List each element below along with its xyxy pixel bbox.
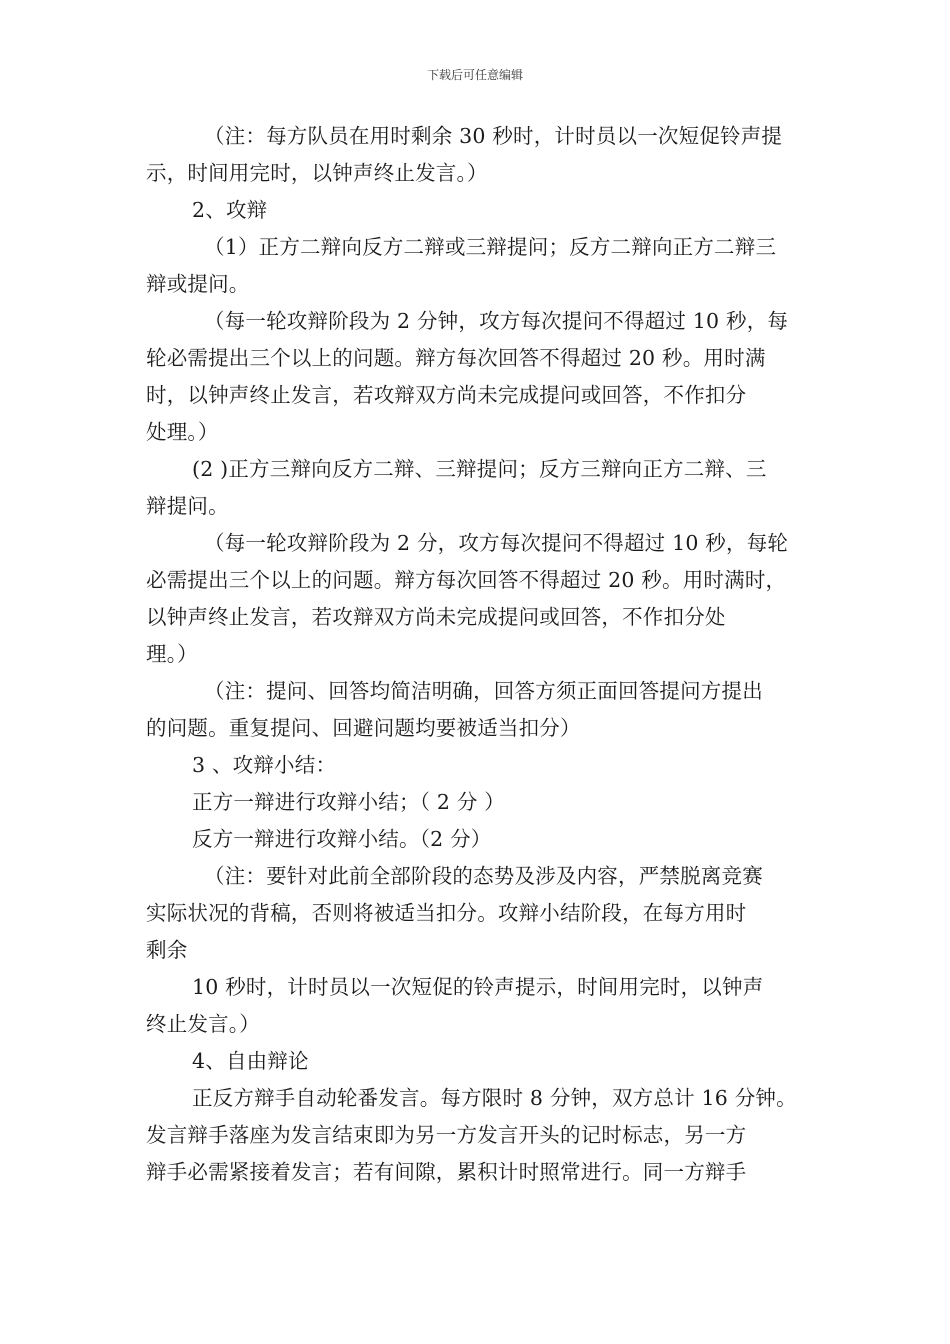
- text-line: 剩余: [146, 938, 188, 962]
- text-line: 时，以钟声终止发言，若攻辩双方尚未完成提问或回答，不作扣分: [146, 383, 747, 407]
- text-line: 正方一辩进行攻辩小结；（ 2 分 ）: [192, 790, 505, 814]
- text-line: 正反方辩手自动轮番发言。每方限时 8 分钟，双方总计 16 分钟。: [192, 1086, 797, 1110]
- text-line: 的问题。重复提问、回避问题均要被适当扣分）: [146, 716, 581, 740]
- text-line: 辩提问。: [146, 494, 229, 518]
- text-line: 示，时间用完时，以钟声终止发言。）: [146, 161, 488, 185]
- text-line: （每一轮攻辩阶段为 2 分，攻方每次提问不得超过 10 秒，每轮: [204, 531, 789, 555]
- text-line: (2 )正方三辩向反方二辩、三辩提问；反方三辩向正方二辩、三: [192, 457, 767, 481]
- text-line: 实际状况的背稿，否则将被适当扣分。攻辩小结阶段，在每方用时: [146, 901, 747, 925]
- document-body: [146, 118, 811, 1191]
- text-line: 3 、攻辩小结：: [192, 753, 337, 777]
- text-line: （每一轮攻辩阶段为 2 分钟，攻方每次提问不得超过 10 秒，每: [204, 309, 789, 333]
- text-line: （注：要针对此前全部阶段的态势及涉及内容，严禁脱离竞赛: [204, 864, 763, 888]
- page-header: 下载后可任意编辑: [426, 68, 523, 82]
- text-line: （注：每方队员在用时剩余 30 秒时，计时员以一次短促铃声提: [204, 124, 783, 148]
- text-line: （注：提问、回答均简洁明确，回答方须正面回答提问方提出: [204, 679, 763, 703]
- text-line: 辩或提问。: [146, 272, 250, 296]
- text-line: 轮必需提出三个以上的问题。辩方每次回答不得超过 20 秒。用时满: [146, 346, 766, 370]
- text-line: 10 秒时，计时员以一次短促的铃声提示，时间用完时，以钟声: [192, 975, 764, 999]
- text-line: 处理。）: [146, 420, 219, 444]
- text-line: 以钟声终止发言，若攻辩双方尚未完成提问或回答，不作扣分处: [146, 605, 726, 629]
- text-line: 2、攻辩: [192, 198, 268, 222]
- text-line: 理。）: [146, 642, 198, 666]
- text-line: 终止发言。）: [146, 1012, 260, 1036]
- text-line: 发言辩手落座为发言结束即为另一方发言开头的记时标志，另一方: [146, 1123, 747, 1147]
- text-line: 反方一辩进行攻辩小结。（2 分）: [192, 827, 492, 851]
- text-line: （1）正方二辩向反方二辩或三辩提问；反方二辩向正方二辩三: [204, 235, 777, 259]
- text-line: 辩手必需紧接着发言；若有间隙，累积计时照常进行。同一方辩手: [146, 1160, 747, 1184]
- text-line: 4、自由辩论: [192, 1049, 309, 1073]
- text-line: 必需提出三个以上的问题。辩方每次回答不得超过 20 秒。用时满时，: [146, 568, 787, 592]
